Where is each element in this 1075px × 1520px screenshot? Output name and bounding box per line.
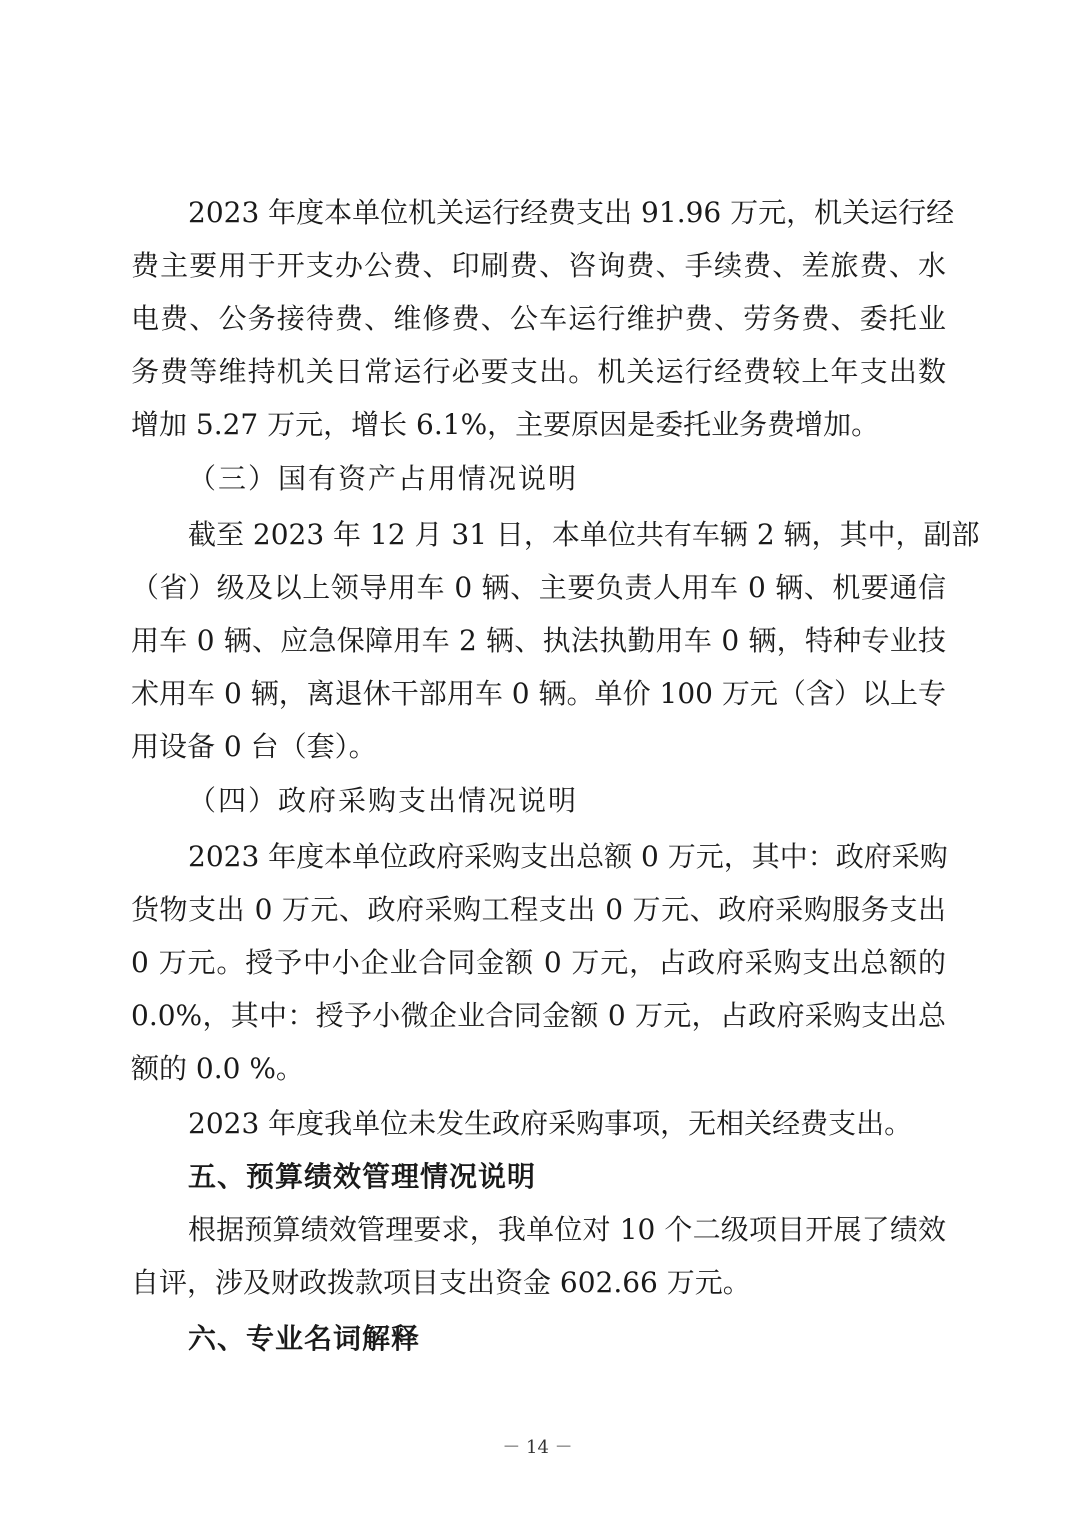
text-line: 增加 5.27 万元，增长 6.1%，主要原因是委托业务费增加。 bbox=[131, 408, 880, 441]
text-line: 2023 年度本单位机关运行经费支出 91.96 万元，机关运行经 bbox=[188, 196, 955, 229]
text-line: （省）级及以上领导用车 0 辆、主要负责人用车 0 辆、机要通信 bbox=[131, 571, 946, 604]
page-number: － 14 － bbox=[502, 1437, 573, 1458]
paragraph-no-procurement: 2023 年度我单位未发生政府采购事项，无相关经费支出。 bbox=[188, 1107, 913, 1140]
section-heading-state-assets: （三）国有资产占用情况说明 bbox=[188, 462, 579, 495]
text-line: 根据预算绩效管理要求，我单位对 10 个二级项目开展了绩效 bbox=[188, 1213, 946, 1246]
section-heading-glossary: 六、专业名词解释 bbox=[188, 1322, 421, 1355]
text-line: 2023 年度本单位政府采购支出总额 0 万元，其中：政府采购 bbox=[188, 840, 948, 873]
text-line: 费主要用于开支办公费、印刷费、咨询费、手续费、差旅费、水 bbox=[131, 249, 946, 282]
text-line: 用设备 0 台（套）。 bbox=[131, 730, 377, 763]
text-line: 务费等维持机关日常运行必要支出。机关运行经费较上年支出数 bbox=[131, 355, 946, 388]
text-line: 额的 0.0 %。 bbox=[131, 1052, 304, 1085]
text-line: 0 万元。授予中小企业合同金额 0 万元，占政府采购支出总额的 bbox=[131, 946, 946, 979]
section-heading-procurement: （四）政府采购支出情况说明 bbox=[188, 784, 579, 817]
text-line: 用车 0 辆、应急保障用车 2 辆、执法执勤用车 0 辆，特种专业技 bbox=[131, 624, 946, 657]
text-line: 电费、公务接待费、维修费、公车运行维护费、劳务费、委托业 bbox=[131, 302, 946, 335]
text-line: 自评，涉及财政拨款项目支出资金 602.66 万元。 bbox=[131, 1266, 751, 1299]
section-heading-performance: 五、预算绩效管理情况说明 bbox=[188, 1160, 537, 1193]
text-line: 货物支出 0 万元、政府采购工程支出 0 万元、政府采购服务支出 bbox=[131, 893, 946, 926]
text-line: 术用车 0 辆，离退休干部用车 0 辆。单价 100 万元（含）以上专 bbox=[131, 677, 946, 710]
text-line: 截至 2023 年 12 月 31 日，本单位共有车辆 2 辆，其中，副部 bbox=[188, 518, 980, 551]
text-line: 0.0%，其中：授予小微企业合同金额 0 万元，占政府采购支出总 bbox=[131, 999, 946, 1032]
